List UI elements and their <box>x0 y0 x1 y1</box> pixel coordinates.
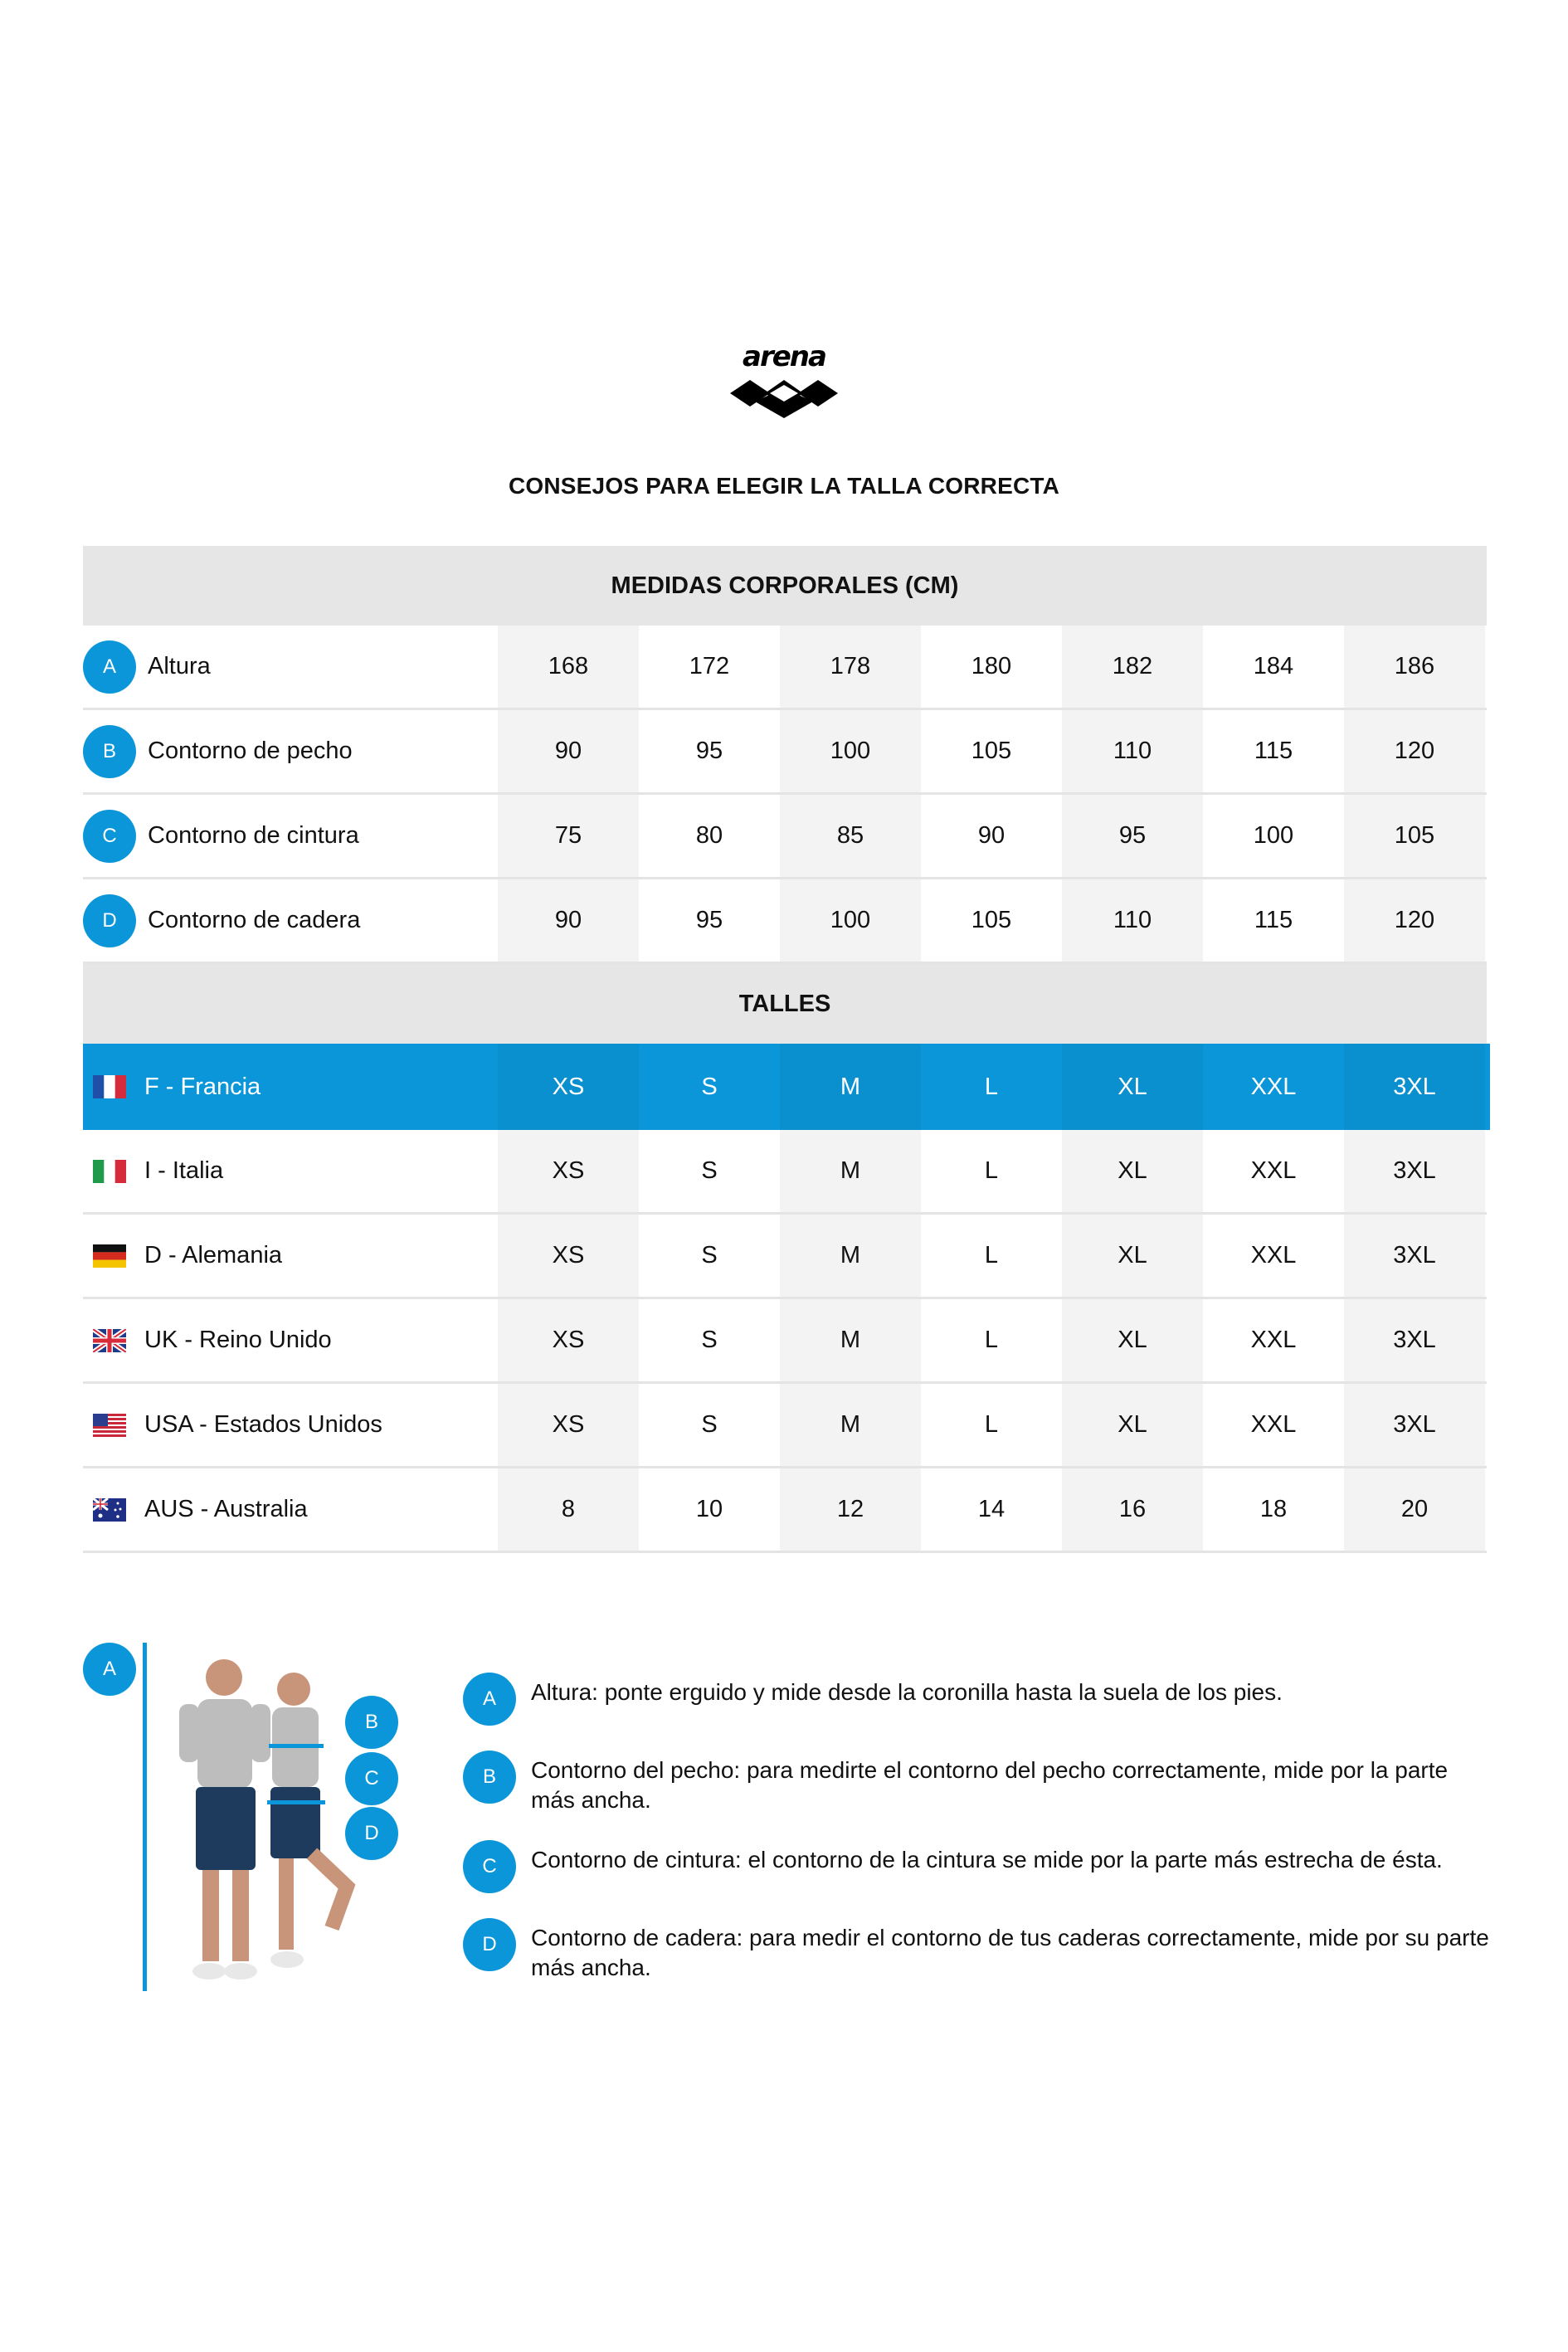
table-cell: 3XL <box>1344 1044 1485 1130</box>
figure-badge-b: B <box>345 1696 398 1749</box>
row-label: I - Italia <box>144 1157 224 1184</box>
row-label: UK - Reino Unido <box>144 1327 332 1353</box>
measurement-figure <box>83 1643 431 2008</box>
table-cell: L <box>921 1384 1062 1466</box>
france-flag-icon <box>93 1075 126 1098</box>
table-cell: 16 <box>1062 1468 1203 1551</box>
note-text: Contorno de cintura: el contorno de la cintura se mide por la parte más estrecha de ésta. <box>531 1847 1443 1872</box>
body-measurements-heading: MEDIDAS CORPORALES (CM) <box>83 546 1487 626</box>
note-badge: A <box>463 1673 516 1726</box>
row-label-cell <box>83 795 498 877</box>
sizes-heading: TALLES <box>83 964 1487 1044</box>
row-label: Altura <box>148 653 211 679</box>
table-cell: 90 <box>498 710 639 792</box>
size-rows <box>83 1044 1487 1553</box>
table-cell: S <box>639 1299 780 1381</box>
row-label-cell <box>83 1384 498 1466</box>
table-cell: 105 <box>921 710 1062 792</box>
table-cell: XL <box>1062 1044 1203 1130</box>
table-cell: 18 <box>1203 1468 1344 1551</box>
diamond-logo-icon <box>730 370 838 423</box>
table-cell: 100 <box>780 710 921 792</box>
table-cell: 14 <box>921 1468 1062 1551</box>
table-row <box>83 1215 1487 1299</box>
measure-badge: B <box>83 725 136 778</box>
table-cell: 10 <box>639 1468 780 1551</box>
table-row <box>83 795 1487 879</box>
row-label-cell <box>83 1044 498 1130</box>
table-row <box>83 1044 1490 1130</box>
row-label-cell <box>83 1130 498 1212</box>
measure-badge: C <box>83 810 136 863</box>
figure-badge-d: D <box>345 1807 398 1860</box>
table-cell: 100 <box>780 879 921 962</box>
table-cell: M <box>780 1384 921 1466</box>
note-chest <box>463 1747 1492 1815</box>
table-cell: XS <box>498 1130 639 1212</box>
row-label-cell <box>83 879 498 962</box>
size-chart-table <box>83 546 1487 1553</box>
row-label: Contorno de cadera <box>148 907 361 933</box>
note-text: Contorno de cadera: para medir el contorno de tus caderas correctamente, mide por su parte más ancha. <box>531 1925 1489 1980</box>
table-cell: XXL <box>1203 1044 1344 1130</box>
table-cell: 120 <box>1344 879 1485 962</box>
figure-badge-c: C <box>345 1752 398 1805</box>
table-cell: XXL <box>1203 1130 1344 1212</box>
table-cell: M <box>780 1044 921 1130</box>
table-cell: 95 <box>1062 795 1203 877</box>
table-row <box>83 1299 1487 1384</box>
table-cell: L <box>921 1130 1062 1212</box>
note-text: Contorno del pecho: para medirte el contorno del pecho correctamente, mide por la parte más ancha. <box>531 1757 1449 1813</box>
table-cell: XXL <box>1203 1215 1344 1297</box>
row-label: USA - Estados Unidos <box>144 1411 382 1438</box>
table-cell: 168 <box>498 626 639 708</box>
table-cell: XS <box>498 1215 639 1297</box>
note-badge: B <box>463 1751 516 1804</box>
table-cell: L <box>921 1215 1062 1297</box>
usa-flag-icon <box>93 1414 126 1437</box>
table-cell: S <box>639 1215 780 1297</box>
row-label: F - Francia <box>144 1073 261 1100</box>
note-waist <box>463 1837 1492 1893</box>
table-cell: 120 <box>1344 710 1485 792</box>
table-cell: XXL <box>1203 1299 1344 1381</box>
measure-badge: A <box>83 640 136 694</box>
table-row <box>83 1384 1487 1468</box>
measurement-notes <box>463 1669 1492 2004</box>
row-label-cell <box>83 710 498 792</box>
table-cell: 172 <box>639 626 780 708</box>
table-cell: M <box>780 1130 921 1212</box>
note-badge: C <box>463 1840 516 1893</box>
table-cell: 105 <box>1344 795 1485 877</box>
row-label-cell <box>83 1215 498 1297</box>
table-cell: L <box>921 1299 1062 1381</box>
table-cell: 12 <box>780 1468 921 1551</box>
table-cell: 115 <box>1203 710 1344 792</box>
germany-flag-icon <box>93 1244 126 1268</box>
table-cell: 178 <box>780 626 921 708</box>
table-row <box>83 879 1487 964</box>
note-height <box>463 1669 1492 1726</box>
table-cell: 90 <box>498 879 639 962</box>
table-cell: 95 <box>639 710 780 792</box>
note-hip <box>463 1915 1492 1983</box>
table-cell: XS <box>498 1384 639 1466</box>
table-cell: 3XL <box>1344 1215 1485 1297</box>
table-cell: 3XL <box>1344 1299 1485 1381</box>
body-measurements-rows <box>83 626 1487 964</box>
table-cell: XL <box>1062 1384 1203 1466</box>
note-text: Altura: ponte erguido y mide desde la coronilla hasta la suela de los pies. <box>531 1679 1283 1705</box>
row-label: D - Alemania <box>144 1242 283 1269</box>
table-cell: 110 <box>1062 879 1203 962</box>
table-cell: 3XL <box>1344 1384 1485 1466</box>
table-cell: 75 <box>498 795 639 877</box>
table-cell: 186 <box>1344 626 1485 708</box>
row-label: Contorno de cintura <box>148 822 359 849</box>
table-cell: 184 <box>1203 626 1344 708</box>
table-row <box>83 710 1487 795</box>
page-title: CONSEJOS PARA ELEGIR LA TALLA CORRECTA <box>508 473 1060 499</box>
table-cell: M <box>780 1215 921 1297</box>
table-cell: L <box>921 1044 1062 1130</box>
australia-flag-icon <box>93 1498 126 1522</box>
table-cell: 20 <box>1344 1468 1485 1551</box>
measure-badge: D <box>83 894 136 947</box>
table-cell: XS <box>498 1044 639 1130</box>
table-cell: 110 <box>1062 710 1203 792</box>
table-cell: 85 <box>780 795 921 877</box>
table-cell: 90 <box>921 795 1062 877</box>
table-cell: 105 <box>921 879 1062 962</box>
table-row <box>83 1468 1487 1553</box>
table-cell: 95 <box>639 879 780 962</box>
table-cell: 182 <box>1062 626 1203 708</box>
table-cell: XS <box>498 1299 639 1381</box>
italy-flag-icon <box>93 1160 126 1183</box>
table-cell: S <box>639 1384 780 1466</box>
row-label-cell <box>83 1299 498 1381</box>
table-cell: 8 <box>498 1468 639 1551</box>
table-cell: M <box>780 1299 921 1381</box>
arena-logo <box>722 340 846 423</box>
table-cell: S <box>639 1130 780 1212</box>
height-line <box>143 1643 147 1991</box>
table-row <box>83 626 1487 710</box>
row-label: AUS - Australia <box>144 1496 308 1522</box>
table-cell: 100 <box>1203 795 1344 877</box>
table-cell: 80 <box>639 795 780 877</box>
logo-wordmark: arena <box>743 340 825 373</box>
note-badge: D <box>463 1918 516 1971</box>
row-label-cell <box>83 1468 498 1551</box>
table-cell: XL <box>1062 1215 1203 1297</box>
row-label: Contorno de pecho <box>148 738 353 764</box>
table-cell: XXL <box>1203 1384 1344 1466</box>
table-cell: 115 <box>1203 879 1344 962</box>
table-cell: XL <box>1062 1299 1203 1381</box>
uk-flag-icon <box>93 1329 126 1352</box>
row-label-cell <box>83 626 498 708</box>
table-cell: 3XL <box>1344 1130 1485 1212</box>
table-cell: 180 <box>921 626 1062 708</box>
table-cell: XL <box>1062 1130 1203 1212</box>
table-cell: S <box>639 1044 780 1130</box>
table-row <box>83 1130 1487 1215</box>
figure-badge-a: A <box>83 1643 136 1696</box>
